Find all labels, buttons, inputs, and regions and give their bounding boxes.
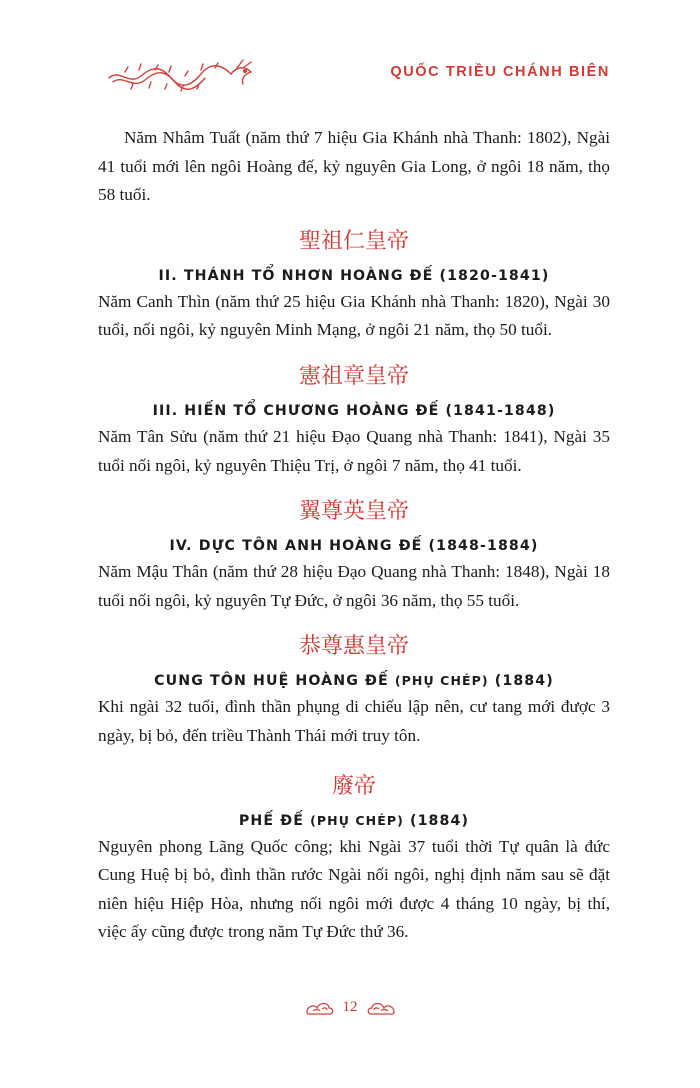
section-phe-de [98,773,610,947]
section-hanzi-title: 廢帝 [331,773,376,799]
running-header-title: QUỐC TRIỀU CHÁNH BIÊN [390,64,610,80]
section-paragraph: Năm Tân Sửu (năm thứ 21 hiệu Đạo Quang nhà Thanh: 1841), Ngài 35 tuổi nối ngôi, kỷ nguyên Thiệu Trị, ở ngôi 7 năm, thọ 41 tuổi. [98,426,610,475]
cloud-ornament-icon [366,998,396,1018]
section-paragraph: Nguyên phong Lãng Quốc công; khi Ngài 37 tuổi thời Tự quân là đức Cung Huệ bị bỏ, đình thần rước Ngài nối ngôi, nghị định năm sau sẽ đặt niên hiệu Hiệp Hòa, nhưng nối ngôi mới được 4 tháng 10 ngày, bị thí, việc ấy cũng được trong năm Tự Đức thứ 36. [98,836,610,942]
cloud-ornament-icon [305,998,335,1018]
section-heading-note: (PHỤ CHÉP) [310,812,404,828]
section-heading [98,669,610,693]
page-number: 12 [342,999,358,1015]
section-hanzi-title: 憲祖章皇帝 [298,363,409,389]
section-hanzi-title: 翼尊英皇帝 [298,499,409,525]
section-heading-year: (1884) [494,673,554,690]
section-hanzi-title: 恭尊惠皇帝 [298,634,409,660]
section-paragraph: Năm Canh Thìn (năm thứ 25 hiệu Gia Khánh nhà Thanh: 1820), Ngài 30 tuổi, nối ngôi, kỷ nguyên Minh Mạng, ở ngôi 21 năm, thọ 50 tuổi. [98,291,610,340]
section-hanzi-title: 聖祖仁皇帝 [298,228,409,254]
section-heading: IV. DỰC TÔN ANH HOÀNG ĐẾ (1848-1884) [169,538,539,555]
section-heading-main: PHẾ ĐẾ [238,812,305,829]
section-heading-year: (1884) [410,812,470,829]
section-hien-to [98,363,610,480]
section-heading [98,809,610,833]
section-paragraph: Khi ngài 32 tuổi, đình thần phụng di chiếu lập nên, cư tang mới được 3 ngày, bị bỏ, đến triều Thành Thái mới truy tôn. [98,697,610,745]
page-footer [0,995,700,1025]
section-paragraph: Năm Mậu Thân (năm thứ 28 hiệu Đạo Quang nhà Thanh: 1848), Ngài 18 tuổi nối ngôi, kỷ nguyên Tự Đức, ở ngôi 36 năm, thọ 55 tuổi. [98,562,610,610]
intro-paragraph: Năm Nhâm Tuất (năm thứ 7 hiệu Gia Khánh nhà Thanh: 1802), Ngài 41 tuổi mới lên ngôi Hoàng đế, kỷ nguyên Gia Long, ở ngôi 18 năm, thọ 58 tuổi. [98,128,610,205]
dragon-ornament-icon [105,56,255,92]
section-duc-ton [98,498,610,615]
section-thanh-to [98,228,610,345]
section-heading: II. THÁNH TỔ NHƠN HOÀNG ĐẾ (1820-1841) [158,267,550,284]
section-heading-note: (PHỤ CHÉP) [394,673,489,689]
section-cung-ton [98,633,610,750]
section-heading-main: CUNG TÔN HUỆ HOÀNG ĐẾ [154,673,389,690]
section-heading: III. HIẾN TỔ CHƯƠNG HOÀNG ĐẾ (1841-1848) [152,402,556,419]
running-header [105,56,610,96]
page-content [98,124,610,947]
